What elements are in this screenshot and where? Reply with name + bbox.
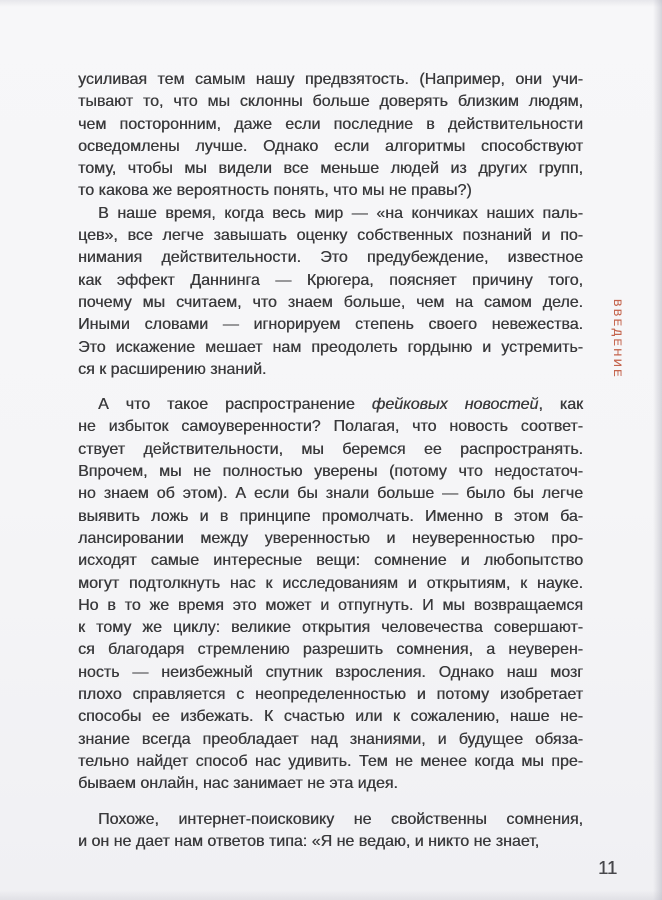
- text-line: выявить ложь и в принципе промолчать. Именно в этом ба-: [78, 507, 583, 525]
- text-line: не избыток самоуверенности? Полагая, что новость соответ-: [78, 418, 583, 436]
- paragraph: [78, 203, 583, 381]
- text-line: исходят самые интересные вещи: сомнение и любопытство: [78, 552, 583, 570]
- paragraph: [78, 394, 583, 795]
- text-line: Но в то же время это может и отпугнуть. И мы возвращаемся: [78, 596, 583, 614]
- text-line: и он не дает нам ответов типа: «Я не ведаю, и никто не знает,: [78, 832, 540, 850]
- chapter-running-label: ВВЕДЕНИЕ: [611, 299, 623, 379]
- text-line: плохо справляется с неопределенностью и потому изобретает: [78, 686, 583, 704]
- text-line: ность — неизбежный спутник взросления. Однако наш мозг: [78, 663, 583, 681]
- text-line: Впрочем, мы не полностью уверены (потому что недостаточ-: [78, 463, 583, 481]
- text-line: нимания действительности. Это предубеждение, известное: [78, 249, 583, 267]
- text-line: чем посторонним, даже если последние в действительности: [78, 115, 583, 133]
- text-line: усиливая тем самым нашу предвзятость. (Например, они учи-: [78, 71, 583, 88]
- text-line: тому, чтобы мы видели все меньше людей из других групп,: [78, 160, 583, 178]
- text-line: как эффект Даннинга — Крюгера, поясняет причину того,: [78, 271, 583, 289]
- text-line: А что такое распространение фейковых новостей, как: [98, 396, 584, 414]
- text-line: Похоже, интернет-поисковику не свойственны сомнения,: [98, 810, 583, 828]
- text-line: Это искажение мешает нам преодолеть гордыню и устремить-: [78, 338, 583, 356]
- page-edge-shadow-bottom: [0, 890, 662, 900]
- page-edge-shadow-right: [653, 0, 662, 900]
- page-edge-shadow-top: [0, 0, 662, 7]
- paragraph: [78, 69, 583, 203]
- text-line: могут подтолкнуть нас к исследованиям и открытиям, к науке.: [78, 574, 583, 592]
- text-line: Иными словами — игнорируем степень своего невежества.: [78, 316, 583, 334]
- text-line: знание всегда преобладает над знаниями, и будущее обяза-: [78, 730, 583, 748]
- text-line: тывают то, что мы склонны больше доверять близким людям,: [78, 93, 583, 111]
- paragraph: [78, 809, 583, 854]
- text-line: но знаем об этом). А если бы знали больше — было бы легче: [78, 485, 583, 503]
- page-number: 11: [598, 857, 618, 878]
- text-line: почему мы считаем, что знаем больше, чем на самом деле.: [78, 293, 583, 311]
- text-line: к тому же циклу: великие открытия человечества совершают-: [78, 619, 583, 637]
- text-line: цев», все легче завышать оценку собственных познаний и по-: [78, 227, 583, 245]
- text-line: осведомлены лучше. Однако если алгоритмы способствуют: [78, 137, 583, 155]
- text-line: то какова же вероятность понять, что мы не правы?): [78, 182, 472, 200]
- text-line: ся благодаря стремлению разрешить сомнения, а неуверен-: [78, 641, 583, 659]
- text-line: тельно найдет способ нас удивить. Тем не менее когда мы пре-: [78, 752, 583, 770]
- page-text: [78, 69, 583, 853]
- text-line: лансировании между уверенностью и неуверенностью про-: [78, 529, 583, 547]
- text-line: ствует действительности, мы беремся ее распространять.: [78, 440, 583, 458]
- text-line: бываем онлайн, нас занимает не эта идея.: [78, 775, 398, 793]
- text-line: В наше время, когда весь мир — «на кончиках наших паль-: [98, 204, 583, 222]
- text-line: ся к расширению знаний.: [78, 360, 267, 378]
- text-line: способы ее избежать. К счастью или к сожалению, наше не-: [78, 708, 583, 726]
